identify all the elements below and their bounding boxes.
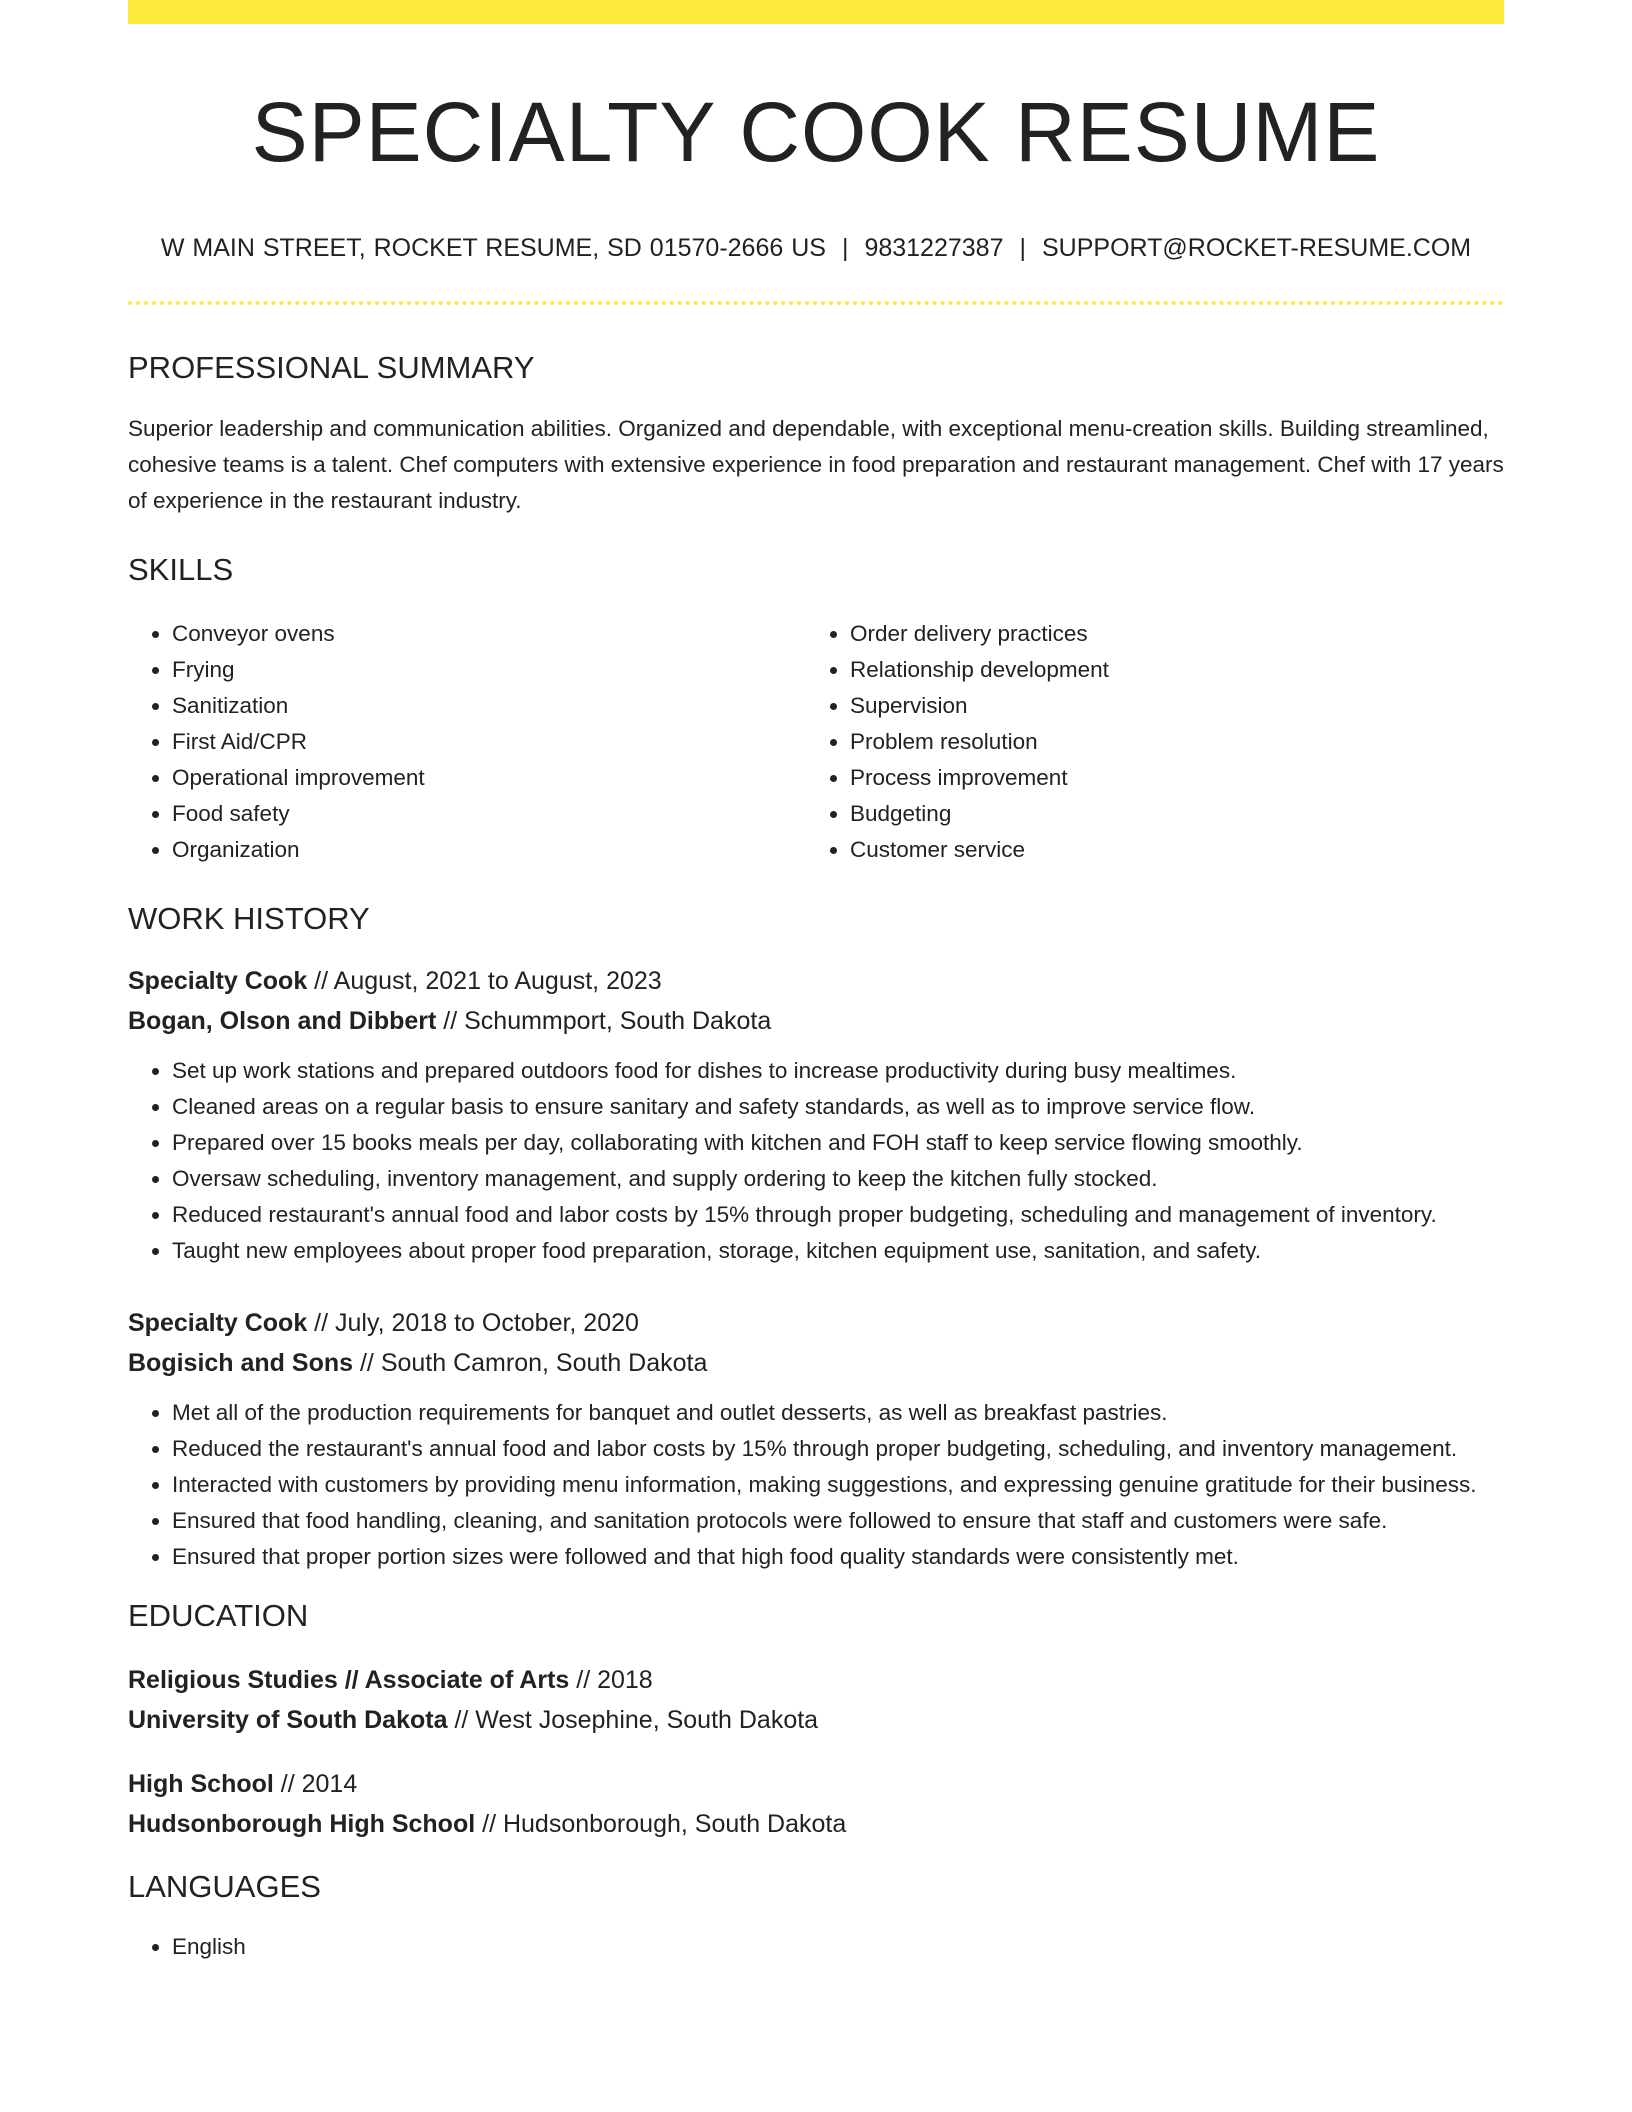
skill-item: • Relationship development [850, 652, 1484, 688]
skill-item: • Process improvement [850, 760, 1484, 796]
job-entry [128, 961, 1504, 1269]
education-year: // 2014 [273, 1770, 358, 1799]
job-dates: // August, 2021 to August, 2023 [307, 966, 662, 995]
education-location: // Hudsonborough, South Dakota [475, 1810, 847, 1839]
work-history-heading: WORK HISTORY [128, 900, 370, 936]
job-company-line [128, 1343, 1504, 1383]
education-school-line [128, 1700, 1504, 1740]
language-item: • English [172, 1929, 1504, 1965]
skill-item: • Supervision [850, 688, 1484, 724]
contact-phone: 9831227387 [864, 234, 1004, 263]
job-role-line [128, 1303, 1504, 1343]
job-role: Specialty Cook [128, 966, 308, 995]
contact-separator: | [841, 234, 849, 263]
job-bullet: • Prepared over 15 books meals per day, collaborating with kitchen and FOH staff to keep service flowing smoothly. [172, 1125, 1504, 1161]
summary-text: Superior leadership and communication abilities. Organized and dependable, with exceptional menu-creation skills. Building streamlined, cohesive teams is a talent. Chef computers with extensive experience in food preparation and restaurant management. Chef with 17 years of experience in the restaurant industry. [128, 415, 1504, 513]
job-location: // Schummport, South Dakota [436, 1006, 772, 1035]
skill-item: • Budgeting [850, 796, 1484, 832]
education-degree: High School [128, 1770, 274, 1799]
skill-item: • Customer service [850, 832, 1484, 868]
job-bullet: • Ensured that food handling, cleaning, and sanitation protocols were followed to ensure that staff and customers were safe. [172, 1503, 1504, 1539]
education-heading: EDUCATION [128, 1597, 309, 1633]
languages-list [128, 1929, 1504, 1965]
skill-item: • Problem resolution [850, 724, 1484, 760]
job-bullet: • Set up work stations and prepared outdoors food for dishes to increase productivity during busy mealtimes. [172, 1053, 1504, 1089]
education-school: University of South Dakota [128, 1706, 448, 1735]
education-degree-line [128, 1764, 1504, 1804]
job-bullet: • Reduced restaurant's annual food and labor costs by 15% through proper budgeting, scheduling and management of inventory. [172, 1197, 1504, 1233]
job-bullets [128, 1053, 1504, 1269]
contact-separator: | [1019, 234, 1026, 263]
contact-email: SUPPORT@ROCKET-RESUME.COM [1041, 234, 1472, 263]
job-bullets [128, 1395, 1504, 1575]
languages-heading: LANGUAGES [128, 1869, 321, 1905]
job-bullet: • Met all of the production requirements for banquet and outlet desserts, as well as breakfast pastries. [172, 1395, 1504, 1431]
skills-column-right [806, 616, 1484, 868]
job-bullet: • Cleaned areas on a regular basis to ensure sanitary and safety standards, as well as to improve service flow. [172, 1089, 1504, 1125]
job-bullet: • Interacted with customers by providing menu information, making suggestions, and expressing genuine gratitude for their business. [172, 1467, 1504, 1503]
contact-address: W MAIN STREET, ROCKET RESUME, SD 01570-2666 US [160, 234, 826, 263]
job-dates: // July, 2018 to October, 2020 [307, 1308, 639, 1337]
skills-grid [128, 616, 1504, 868]
job-role-line [128, 961, 1504, 1001]
job-bullet: • Reduced the restaurant's annual food and labor costs by 15% through proper budgeting, scheduling, and inventory management. [172, 1431, 1504, 1467]
education-degree-line [128, 1660, 1504, 1700]
education-location: // West Josephine, South Dakota [447, 1706, 819, 1735]
skill-item: • Food safety [172, 796, 806, 832]
job-entry [128, 1303, 1504, 1575]
job-company: Bogisich and Sons [128, 1348, 354, 1377]
education-school: Hudsonborough High School [128, 1810, 476, 1839]
accent-bar [128, 0, 1504, 24]
skills-column-left [128, 616, 806, 868]
job-bullet: • Taught new employees about proper food preparation, storage, kitchen equipment use, sanitation, and safety. [172, 1233, 1504, 1269]
summary-heading: PROFESSIONAL SUMMARY [128, 350, 535, 386]
skill-item: • Sanitization [172, 688, 806, 724]
education-entry [128, 1764, 1504, 1844]
contact-line [128, 234, 1504, 263]
education-degree: Religious Studies // Associate of Arts [128, 1666, 570, 1695]
resume-title: SPECIALTY COOK RESUME [251, 85, 1381, 179]
job-role: Specialty Cook [128, 1308, 308, 1337]
education-school-line [128, 1804, 1504, 1844]
skill-item: • First Aid/CPR [172, 724, 806, 760]
job-location: // South Camron, South Dakota [353, 1348, 708, 1377]
education-entry [128, 1660, 1504, 1740]
skill-item: • Conveyor ovens [172, 616, 806, 652]
job-company-line [128, 1001, 1504, 1041]
skill-item: • Order delivery practices [850, 616, 1484, 652]
job-bullet: • Ensured that proper portion sizes were followed and that high food quality standards were consistently met. [172, 1539, 1504, 1575]
dotted-divider [128, 301, 1504, 305]
resume-page [128, 0, 1504, 1965]
job-company: Bogan, Olson and Dibbert [128, 1006, 437, 1035]
skill-item: • Frying [172, 652, 806, 688]
skills-heading: SKILLS [128, 551, 234, 587]
skill-item: • Operational improvement [172, 760, 806, 796]
education-year: // 2018 [569, 1666, 653, 1695]
job-bullet: • Oversaw scheduling, inventory management, and supply ordering to keep the kitchen fully stocked. [172, 1161, 1504, 1197]
skill-item: • Organization [172, 832, 806, 868]
